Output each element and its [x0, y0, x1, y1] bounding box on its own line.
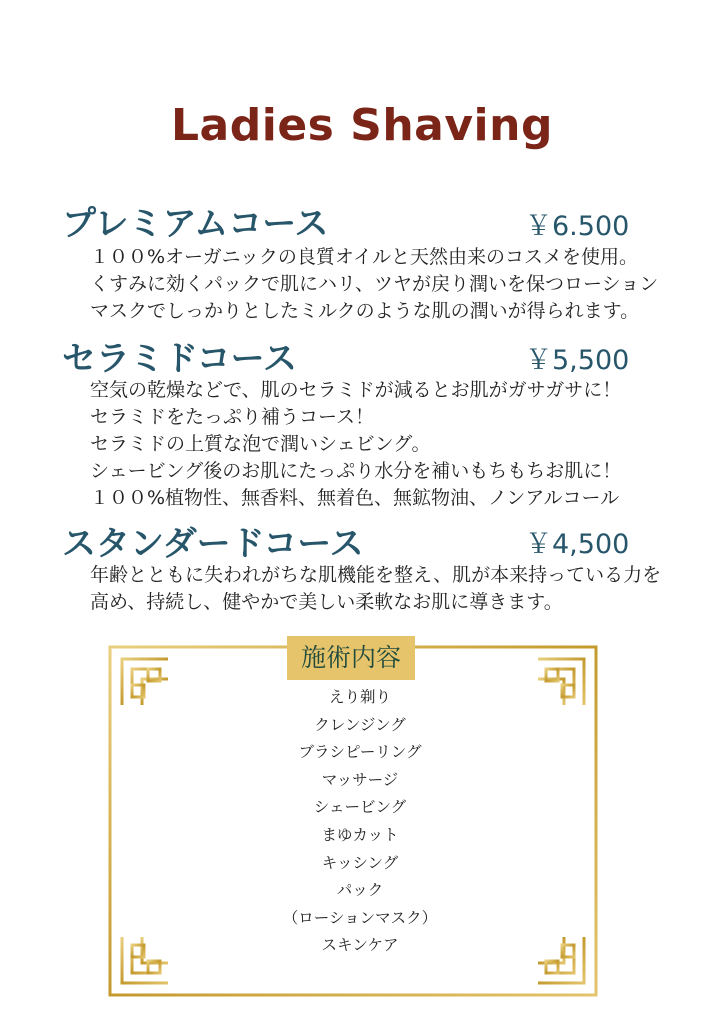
- description-line: マスクでしっかりとしたミルクのような肌の潤いが得られます。: [90, 300, 640, 322]
- standard-course-price: ￥4,500: [525, 529, 630, 560]
- procedure-list: [200, 684, 520, 960]
- procedure-item: えり剃り: [328, 688, 391, 706]
- procedure-item: マッサージ: [321, 770, 399, 789]
- procedure-item: シェービング: [313, 798, 407, 817]
- procedure-item: まゆカット: [321, 825, 399, 844]
- description-line: 高め、持続し、健やかで美しい柔軟なお肌に導きます。: [90, 591, 563, 613]
- description-line: セラミドをたっぷり補うコース！: [90, 406, 375, 428]
- procedure-item: スキンケア: [321, 936, 399, 955]
- procedure-item: ブラシピーリング: [298, 743, 422, 762]
- ceramide-course-description: [90, 377, 621, 512]
- description-line: １００%植物性、無香料、無着色、無鉱物油、ノンアルコール: [90, 487, 620, 509]
- description-line: セラミドの上質な泡で潤いシェビング。: [90, 433, 431, 455]
- premium-course-price: ￥6.500: [525, 211, 630, 242]
- description-line: 年齢とともに失われがちな肌機能を整え、肌が本来持っている力を: [90, 564, 662, 586]
- description-line: シェービング後のお肌にたっぷり水分を補いもちもちお肌に！: [90, 460, 622, 482]
- ceramide-course-price: ￥5,500: [525, 345, 630, 376]
- premium-course-name: プレミアムコース: [62, 204, 329, 244]
- procedure-item: パック: [336, 881, 384, 900]
- description-line: 空気の乾燥などで、肌のセラミドが減るとお肌がガサガサに！: [90, 379, 622, 401]
- standard-course-description: [90, 562, 661, 616]
- ceramide-course-name: セラミドコース: [62, 339, 297, 379]
- description-line: １００%オーガニックの良質オイルと天然由来のコスメを使用。: [90, 246, 638, 268]
- procedure-heading: 施術内容: [287, 636, 415, 680]
- procedure-item: （ローションマスク）: [282, 908, 438, 927]
- premium-course-description: [90, 244, 658, 325]
- procedure-item: キッシング: [321, 853, 399, 872]
- page-title: Ladies Shaving: [171, 100, 553, 151]
- description-line: くすみに効くパックで肌にハリ、ツヤが戻り潤いを保つローション: [90, 273, 659, 295]
- standard-course-name: スタンダードコース: [62, 524, 364, 564]
- procedure-item: クレンジング: [314, 715, 406, 734]
